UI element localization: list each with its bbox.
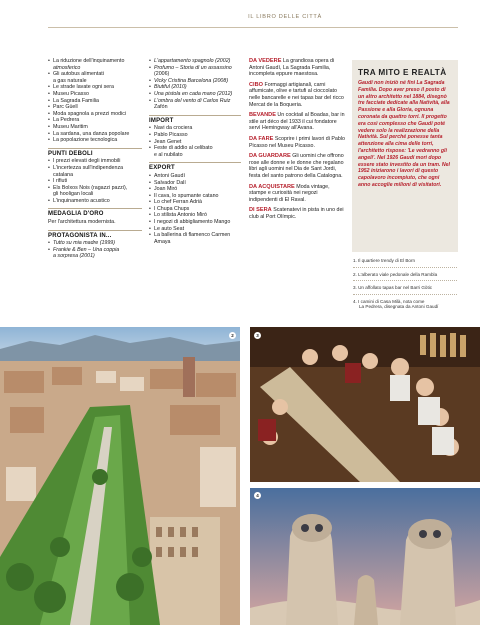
- page-header: [0, 10, 480, 32]
- list-item: • L'ombra del vento di Carlos Ruiz: [149, 98, 241, 105]
- entry-da-vedere: [249, 58, 347, 78]
- photo-number-badge: 2: [229, 332, 236, 339]
- myth-reality-box: [352, 60, 458, 252]
- strengths-list: [48, 58, 142, 144]
- list-item: a sorpresa (2001): [53, 253, 95, 260]
- list-item: • Le auto Seat: [149, 226, 241, 233]
- list-item: • I Chupa Chups: [149, 206, 241, 213]
- list-item: • Le strade lavate ogni sera: [48, 84, 142, 91]
- list-item: • Joan Miró: [149, 186, 241, 193]
- list-item: • La Pedrera: [48, 117, 142, 124]
- entry-da-fare: [249, 136, 347, 149]
- list-item: • Lo stilista Antonio Miró: [149, 212, 241, 219]
- list-item: • Jean Genet: [149, 139, 241, 146]
- list-item: gli hooligan locali: [53, 191, 94, 198]
- list-item: a gas naturale: [53, 77, 87, 84]
- section-export: [149, 162, 241, 245]
- entry-text: Scatenatevi in pista in uno dei club al Port Olímpic.: [249, 207, 344, 220]
- entry-text: Un cocktail al Boadas, bar in stile art déco del 1933 il cui fondatore servì Hemingway all'Avana.: [249, 112, 345, 132]
- list-item: • Moda spagnola a prezzi modici: [48, 111, 142, 118]
- entry-text: Formaggi artigianali, carni affumicate, olive e tartufi al cioccolato nelle bancarelle e nei tapas bar del ricco Mercat de la Boqueria.: [249, 81, 344, 108]
- section-title: MEDAGLIA D'ORO: [48, 211, 104, 218]
- list-item: e al nubilato: [154, 151, 183, 158]
- list-item: • La riduzione dell'inquinamento: [48, 58, 142, 65]
- list-item: • Els Bolxos Nois (ragazzi pazzi),: [48, 185, 142, 192]
- list-item: • Frankie & Ben – Una coppia: [48, 247, 142, 254]
- section-import: [149, 115, 241, 159]
- list-item: • Vicky Cristina Barcelona (2008): [149, 78, 241, 85]
- section-punti-deboli: [48, 148, 142, 205]
- entry-text: Gli uomini che offrono rose alle donne e le donne che regalano libri agli uomini nel Dia de Sant Jordi, festa del santo patrono della Catalogna.: [249, 153, 344, 179]
- entry-key: DI SERA: [249, 207, 272, 214]
- list-item: • Pablo Picasso: [149, 132, 241, 139]
- entry-da-guardare: [249, 153, 347, 179]
- list-item: • La popolazione tecnologica: [48, 137, 142, 144]
- entry-key: CIBO: [249, 81, 263, 88]
- list-item: • Feste di addio al celibato: [149, 145, 241, 152]
- sidebar: [352, 60, 458, 310]
- tapas-bar-image: [250, 327, 480, 482]
- entry-cibo: [249, 82, 347, 108]
- entry-da-acquistare: [249, 184, 347, 204]
- header-rule: [48, 27, 458, 28]
- pedrera-image: [250, 488, 480, 625]
- list-item: • L'incertezza sull'indipendenza: [48, 165, 142, 172]
- list-item: • Gli autobus alimentati: [48, 71, 142, 78]
- caption: 4. I camini di Casa Milà, nota come: [353, 298, 425, 304]
- list-item: • Antoni Gaudí: [149, 173, 241, 180]
- list-item: (2006): [154, 71, 170, 78]
- list-item: • Profumo – Storia di un assassino: [149, 65, 241, 72]
- section-medaglia: [48, 208, 142, 225]
- page-title: IL LIBRO DELLE CITTÀ: [248, 14, 322, 20]
- list-item: atmosferico: [53, 64, 81, 71]
- entry-key: DA VEDERE: [249, 58, 282, 64]
- list-item: • I rifiuti: [48, 178, 142, 185]
- list-item: • Museu Maritim: [48, 124, 142, 131]
- list-item: • I negozi di abbigliamento Mango: [149, 219, 241, 226]
- list-item: catalana: [53, 171, 74, 178]
- entry-bevande: [249, 112, 347, 132]
- caption: 1. Il quartiere trendy di El Born: [353, 252, 457, 268]
- section-title: PROTAGONISTA IN...: [48, 232, 112, 239]
- list-item: • Tutto su mia madre (1999): [48, 240, 142, 247]
- section-title: EXPORT: [149, 165, 175, 172]
- photo-captions: [352, 252, 458, 310]
- list-item: • Salvador Dalí: [149, 180, 241, 187]
- list-item: • Il cava, lo spumante catano: [149, 193, 241, 200]
- pedrera-photo: [250, 488, 480, 625]
- column-3: [249, 58, 347, 224]
- list-item: • La sardana, una danza popolare: [48, 131, 142, 138]
- entry-key: DA FARE: [249, 135, 274, 142]
- list-item: • L'appartamento spagnolo (2002): [149, 58, 241, 65]
- list-item: • La ballerina di flamenco Carmen: [149, 232, 241, 239]
- tapas-bar-photo: [250, 327, 480, 482]
- list-item: Amaya: [154, 238, 171, 245]
- list-item: • L'inquinamento acustico: [48, 198, 142, 205]
- rambla-photo: [0, 327, 240, 625]
- entry-key: BEVANDE: [249, 112, 276, 119]
- list-item: • Biutiful (2010): [149, 84, 241, 91]
- photo-number-badge: 3: [254, 332, 261, 339]
- list-item: • Museu Picasso: [48, 91, 142, 98]
- sidebar-text: Gaudí non iniziò né finì La Sagrada Familia. Dopo aver preso il posto di un altro architetto nel 1884, disegnò tre facciate dedicate alla Natività, alla Passione e alla Gloria, ognuna coronata da quattro torri. Il progetto era così complesso che Gaudí poté vedere solo la realizzazione della Natività. Sul perché ponesse tanta attenzione alla cima delle torri, l'architetto rispose: 'Le vedranno gli angeli'. Nel 1926 Gaudí morì dopo essere stato investito da un tram. Nel 1952 iniziarono i lavori di questo capolavoro incompiuto, che ogni anno accoglie milioni di visitatori.: [358, 80, 450, 188]
- section-protagonista: [48, 230, 142, 260]
- entry-text: Moda vintage, stampe e curiosità nei negozi indipendenti di El Raval.: [249, 183, 330, 203]
- rambla-image: [0, 327, 240, 625]
- caption: 3. Un affollato tapas bar nel Barri Gòtic: [353, 281, 457, 295]
- section-title: PUNTI DEBOLI: [48, 150, 93, 157]
- list-item: • Una pistola en cada mano (2012): [149, 91, 241, 98]
- entry-key: DA ACQUISTARE: [249, 183, 295, 190]
- column-2: [149, 58, 241, 245]
- list-item: • La Sagrada Familia: [48, 98, 142, 105]
- list-item: • Lo chef Ferran Adrià: [149, 199, 241, 206]
- photo-number-badge: 4: [254, 492, 261, 499]
- list-item: • I prezzi elevati degli immobili: [48, 158, 142, 165]
- entry-text: Scoprire i primi lavori di Pablo Picasso nel Museu Picasso.: [249, 135, 345, 149]
- list-item: • Navi da crociera: [149, 125, 241, 132]
- entry-key: DA GUARDARE: [249, 153, 291, 160]
- column-1: [48, 58, 142, 260]
- entry-text: La grandiosa opera di Antoni Gaudí, La Sagrada Familia, incompleta eppure maestosa.: [249, 58, 335, 78]
- caption: 2. L'alberato viale pedonale della Rambla: [353, 268, 457, 282]
- list-item: Zafón: [154, 104, 168, 111]
- section-title: IMPORT: [149, 117, 174, 124]
- section-text: Per l'architettura modernista.: [48, 219, 116, 226]
- films-list: [149, 58, 241, 111]
- sidebar-title: TRA MITO E REALTÀ: [358, 68, 447, 77]
- entry-di-sera: [249, 207, 347, 220]
- caption: La Pedrera, disegnata da Antoni Gaudí: [359, 304, 439, 310]
- list-item: • Parc Güell: [48, 104, 142, 111]
